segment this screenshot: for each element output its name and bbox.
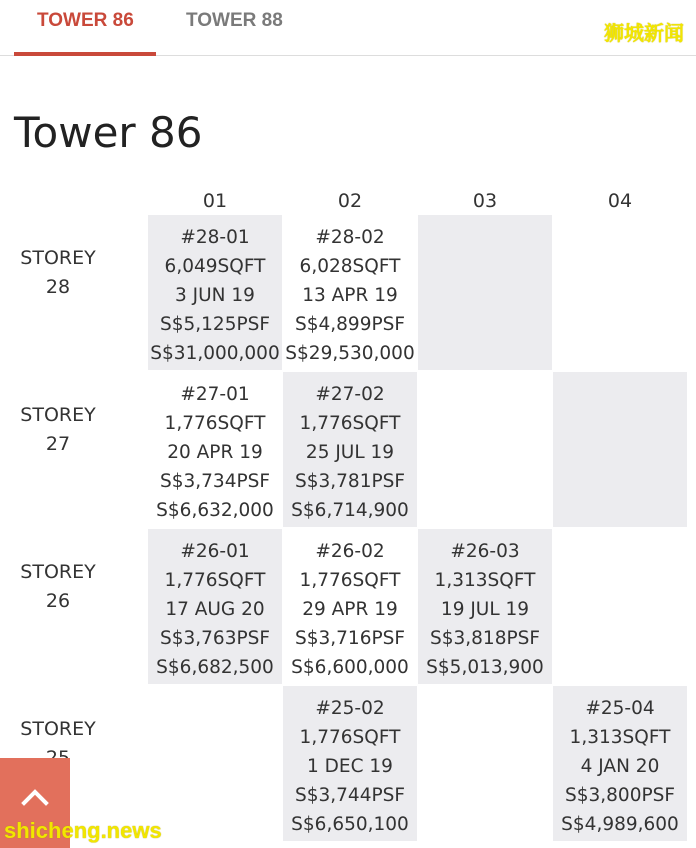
column-header-01: 01 bbox=[202, 190, 228, 212]
row-label-number: 26 bbox=[45, 590, 71, 612]
unit-cell-27-01[interactable] bbox=[148, 372, 282, 527]
unit-cell-25-01-empty bbox=[148, 686, 282, 841]
unit-cell-25-04[interactable] bbox=[553, 686, 687, 841]
transaction-date: 4 JAN 20 bbox=[580, 756, 660, 777]
price-psf: S$4,899PSF bbox=[294, 314, 405, 335]
unit-area: 1,776SQFT bbox=[164, 570, 266, 591]
unit-area: 1,776SQFT bbox=[299, 413, 401, 434]
unit-area: 6,049SQFT bbox=[164, 256, 266, 277]
row-label-storey-27 bbox=[8, 401, 108, 459]
unit-number: #25-02 bbox=[315, 698, 385, 719]
transaction-date: 1 DEC 19 bbox=[307, 756, 393, 777]
unit-area: 1,776SQFT bbox=[299, 570, 401, 591]
transaction-date: 29 APR 19 bbox=[302, 599, 398, 620]
unit-cell-25-03-empty bbox=[418, 686, 552, 841]
transaction-price: S$6,632,000 bbox=[156, 500, 274, 521]
transaction-date: 20 APR 19 bbox=[167, 442, 263, 463]
unit-number: #27-01 bbox=[180, 384, 250, 405]
unit-cell-27-03-empty bbox=[418, 372, 552, 527]
row-label-number: 27 bbox=[45, 433, 71, 455]
price-psf: S$3,744PSF bbox=[294, 785, 405, 806]
price-psf: S$3,800PSF bbox=[564, 785, 675, 806]
transaction-price: S$6,714,900 bbox=[291, 500, 409, 521]
tab-tower-86[interactable]: TOWER 86 bbox=[37, 10, 134, 31]
unit-cell-25-02[interactable] bbox=[283, 686, 417, 841]
unit-cell-27-04-empty bbox=[553, 372, 687, 527]
row-label-storey-28 bbox=[8, 244, 108, 302]
unit-cell-28-02[interactable] bbox=[283, 215, 417, 370]
unit-cell-28-03-empty bbox=[418, 215, 552, 370]
page-title: Tower 86 bbox=[14, 108, 203, 157]
transaction-price: S$29,530,000 bbox=[285, 343, 415, 364]
transaction-price: S$4,989,600 bbox=[561, 814, 679, 835]
column-header-02: 02 bbox=[337, 190, 363, 212]
unit-cell-28-04-empty bbox=[553, 215, 687, 370]
transaction-date: 13 APR 19 bbox=[302, 285, 398, 306]
unit-cell-27-02[interactable] bbox=[283, 372, 417, 527]
unit-cell-26-02[interactable] bbox=[283, 529, 417, 684]
unit-cell-26-04-empty bbox=[553, 529, 687, 684]
tower-tabs bbox=[0, 0, 696, 56]
active-tab-indicator bbox=[14, 52, 156, 56]
price-psf: S$3,781PSF bbox=[294, 471, 405, 492]
unit-number: #28-02 bbox=[315, 227, 385, 248]
price-psf: S$3,818PSF bbox=[429, 628, 540, 649]
unit-number: #26-01 bbox=[180, 541, 250, 562]
unit-cell-26-01[interactable] bbox=[148, 529, 282, 684]
unit-number: #26-02 bbox=[315, 541, 385, 562]
transaction-price: S$6,650,100 bbox=[291, 814, 409, 835]
transaction-price: S$5,013,900 bbox=[426, 657, 544, 678]
unit-number: #26-03 bbox=[450, 541, 520, 562]
price-psf: S$3,734PSF bbox=[159, 471, 270, 492]
unit-number: #25-04 bbox=[585, 698, 655, 719]
row-label-text: STOREY bbox=[20, 561, 96, 583]
unit-number: #28-01 bbox=[180, 227, 250, 248]
transaction-date: 25 JUL 19 bbox=[305, 442, 395, 463]
transaction-price: S$31,000,000 bbox=[150, 343, 280, 364]
price-psf: S$3,763PSF bbox=[159, 628, 270, 649]
row-label-number: 28 bbox=[45, 276, 71, 298]
transaction-price: S$6,682,500 bbox=[156, 657, 274, 678]
chevron-up-icon bbox=[21, 788, 49, 806]
unit-number: #27-02 bbox=[315, 384, 385, 405]
row-label-storey-26 bbox=[8, 558, 108, 616]
unit-area: 1,776SQFT bbox=[299, 727, 401, 748]
unit-cell-26-03[interactable] bbox=[418, 529, 552, 684]
transaction-price: S$6,600,000 bbox=[291, 657, 409, 678]
transaction-date: 17 AUG 20 bbox=[165, 599, 265, 620]
unit-area: 1,313SQFT bbox=[434, 570, 536, 591]
tab-tower-88[interactable]: TOWER 88 bbox=[186, 10, 283, 31]
transaction-date: 3 JUN 19 bbox=[175, 285, 255, 306]
unit-area: 1,776SQFT bbox=[164, 413, 266, 434]
column-header-04: 04 bbox=[607, 190, 633, 212]
unit-area: 1,313SQFT bbox=[569, 727, 671, 748]
watermark-logo-top: 狮城新闻 bbox=[604, 21, 684, 45]
unit-area: 6,028SQFT bbox=[299, 256, 401, 277]
unit-cell-28-01[interactable] bbox=[148, 215, 282, 370]
column-header-03: 03 bbox=[472, 190, 498, 212]
price-psf: S$5,125PSF bbox=[159, 314, 270, 335]
row-label-text: STOREY bbox=[20, 718, 96, 740]
row-label-text: STOREY bbox=[20, 404, 96, 426]
transaction-date: 19 JUL 19 bbox=[440, 599, 530, 620]
row-label-text: STOREY bbox=[20, 247, 96, 269]
price-psf: S$3,716PSF bbox=[294, 628, 405, 649]
watermark-logo-bottom: shicheng.news bbox=[4, 818, 162, 843]
